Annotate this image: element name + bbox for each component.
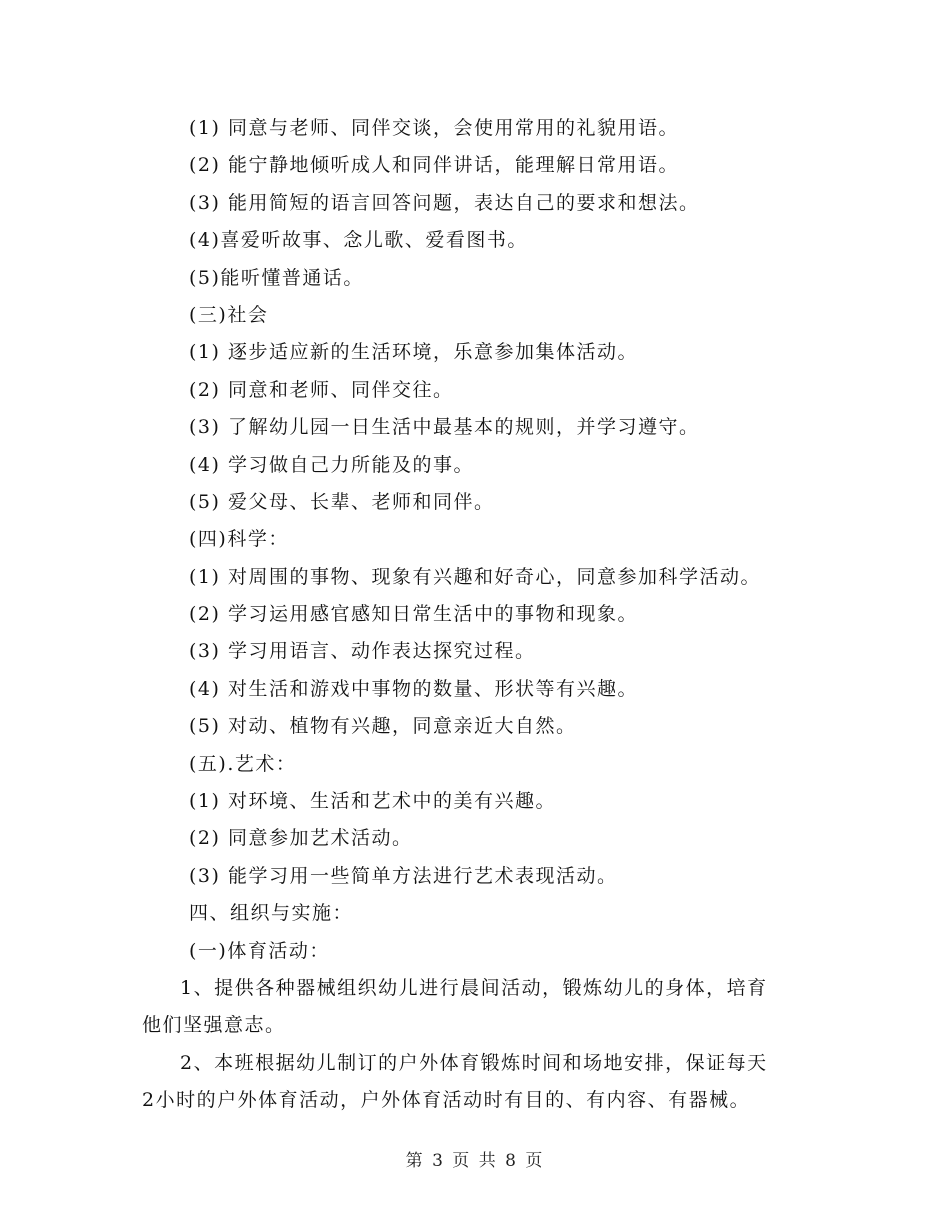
text-line: (1) 同意与老师、同伴交谈，会使用常用的礼貌用语。 [189, 117, 679, 139]
text-line: (4) 对生活和游戏中事物的数量、形状等有兴趣。 [189, 677, 638, 700]
text-line: (4) 学习做自己力所能及的事。 [189, 453, 474, 476]
page-number-footer: 第 3 页 共 8 页 [405, 1151, 545, 1171]
text-line: (4)喜爱听故事、念儿歌、爱看图书。 [189, 229, 528, 252]
section-heading: (三)社会 [189, 303, 269, 326]
text-line: (5)能听懂普通话。 [189, 266, 364, 289]
text-line: (2) 同意和老师、同伴交往。 [189, 378, 454, 401]
text-line: (3) 学习用语言、动作表达探究过程。 [189, 640, 536, 663]
paragraph-line: 2小时的户外体育活动，户外体育活动时有目的、有内容、有器械。 [142, 1089, 751, 1112]
paragraph-line: 他们坚强意志。 [142, 1014, 286, 1037]
section-heading: (五).艺术： [189, 752, 297, 775]
text-line: (5) 爱父母、长辈、老师和同伴。 [189, 490, 495, 513]
text-line: (2) 同意参加艺术活动。 [189, 827, 413, 850]
section-heading: (四)科学： [189, 528, 289, 551]
text-line: (2) 学习运用感官感知日常生活中的事物和现象。 [189, 603, 638, 626]
text-line: (1) 逐步适应新的生活环境，乐意参加集体活动。 [189, 341, 638, 364]
paragraph-line: 1、提供各种器械组织幼儿进行晨间活动，锻炼幼儿的身体，培育 [180, 976, 768, 999]
paragraph [142, 1045, 810, 1120]
text-line: (3) 能学习用一些简单方法进行艺术表现活动。 [189, 864, 618, 887]
document-body [142, 110, 810, 1120]
text-line: (3) 了解幼儿园一日生活中最基本的规则，并学习遵守。 [189, 416, 700, 439]
text-line: (3) 能用简短的语言回答问题，表达自己的要求和想法。 [189, 191, 700, 214]
text-line: (1) 对周围的事物、现象有兴趣和好奇心，同意参加科学活动。 [189, 565, 761, 588]
text-line: (5) 对动、植物有兴趣，同意亲近大自然。 [189, 715, 577, 738]
text-line: (2) 能宁静地倾听成人和同伴讲话，能理解日常用语。 [189, 154, 679, 177]
text-line: (1) 对环境、生活和艺术中的美有兴趣。 [189, 790, 556, 813]
paragraph-line: 2、本班根据幼儿制订的户外体育锻炼时间和场地安排，保证每天 [180, 1051, 768, 1074]
section-heading: (一)体育活动： [189, 939, 330, 962]
paragraph [142, 970, 810, 1045]
section-heading: 四、组织与实施： [189, 902, 354, 925]
